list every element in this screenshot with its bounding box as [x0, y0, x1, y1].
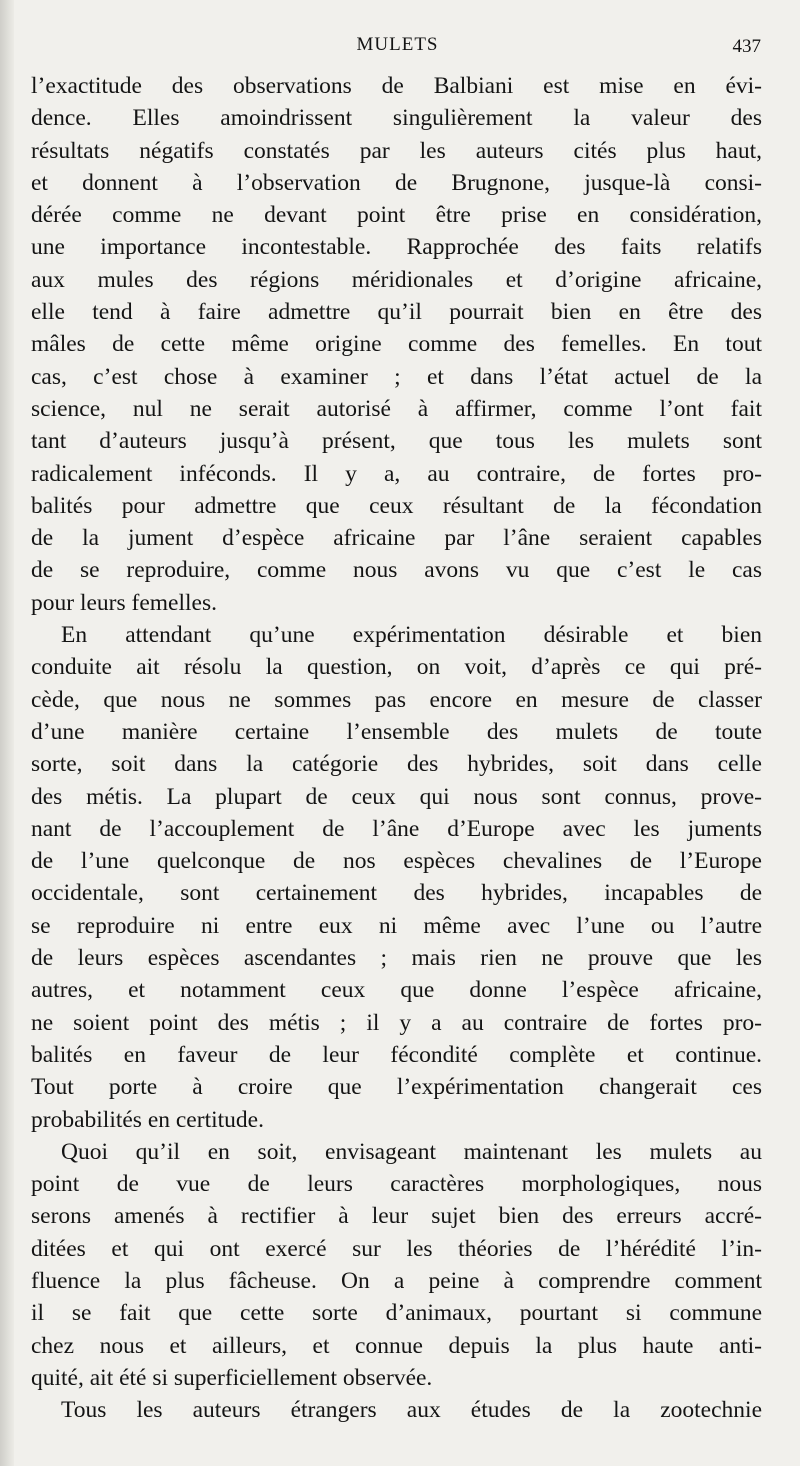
text-line: il se fait que cette sorte d’animaux, pourtant si commune — [31, 1300, 762, 1327]
page-number: 437 — [732, 36, 761, 57]
running-title: MULETS — [356, 34, 439, 55]
text-line: chez nous et ailleurs, et connue depuis la plus haute anti- — [31, 1332, 762, 1359]
text-line: elle tend à faire admettre qu’il pourrait bien en être des — [31, 299, 762, 326]
text-line: d’une manière certaine l’ensemble des mulets de toute — [31, 718, 762, 745]
text-line: de leurs espèces ascendantes ; mais rien ne prouve que les — [31, 945, 762, 972]
text-line: conduite ait résolu la question, on voit, d’après ce qui pré- — [31, 654, 762, 681]
text-line: point de vue de leurs caractères morphologiques, nous — [31, 1171, 762, 1198]
text-line: fluence la plus fâcheuse. On a peine à comprendre comment — [31, 1267, 762, 1294]
text-line: des métis. La plupart de ceux qui nous sont connus, prove- — [31, 783, 762, 810]
text-line: Quoi qu’il en soit, envisageant maintenant les mulets au — [61, 1138, 762, 1165]
running-head — [30, 34, 765, 64]
text-line: balités en faveur de leur fécondité complète et continue. — [31, 1041, 762, 1068]
text-line: mâles de cette même origine comme des femelles. En tout — [31, 331, 762, 358]
text-line: aux mules des régions méridionales et d’origine africaine, — [31, 266, 762, 293]
text-line: pour leurs femelles. — [31, 589, 217, 616]
text-line: de se reproduire, comme nous avons vu que c’est le cas — [31, 557, 762, 584]
text-line: sorte, soit dans la catégorie des hybrides, soit dans celle — [31, 751, 762, 778]
text-line: se reproduire ni entre eux ni même avec l’une ou l’autre — [31, 912, 762, 939]
body-text — [31, 70, 762, 1426]
text-line: Tout porte à croire que l’expérimentation changerait ces — [31, 1074, 762, 1101]
text-line: nant de l’accouplement de l’âne d’Europe avec les juments — [31, 815, 762, 842]
text-line: dérée comme ne devant point être prise en considération, — [31, 202, 762, 229]
text-line: En attendant qu’une expérimentation désirable et bien — [61, 622, 762, 649]
text-line: occidentale, sont certainement des hybrides, incapables de — [31, 880, 762, 907]
text-line: ditées et qui ont exercé sur les théories de l’hérédité l’in- — [31, 1235, 762, 1262]
text-line: l’exactitude des observations de Balbiani est mise en évi- — [31, 73, 762, 99]
text-line: résultats négatifs constatés par les auteurs cités plus haut, — [31, 137, 762, 164]
text-line: une importance incontestable. Rapprochée des faits relatifs — [31, 234, 762, 261]
text-line: serons amenés à rectifier à leur sujet bien des erreurs accré- — [31, 1203, 762, 1230]
text-line: probabilités en certitude. — [31, 1106, 264, 1133]
text-line: balités pour admettre que ceux résultant de la fécondation — [31, 492, 762, 519]
text-line: cède, que nous ne sommes pas encore en mesure de classer — [31, 686, 762, 713]
text-line: de l’une quelconque de nos espèces chevalines de l’Europe — [31, 848, 762, 875]
text-line: Tous les auteurs étrangers aux études de la zootechnie — [61, 1397, 762, 1424]
text-line: de la jument d’espèce africaine par l’âne seraient capables — [31, 525, 762, 552]
text-line: cas, c’est chose à examiner ; et dans l’état actuel de la — [31, 363, 762, 390]
text-line: autres, et notamment ceux que donne l’espèce africaine, — [31, 977, 762, 1004]
text-line: quité, ait été si superficiellement observée. — [31, 1364, 433, 1391]
text-line: science, nul ne serait autorisé à affirmer, comme l’ont fait — [31, 395, 762, 422]
text-line: ne soient point des métis ; il y a au contraire de fortes pro- — [31, 1009, 762, 1036]
text-line: et donnent à l’observation de Brugnone, jusque-là consi- — [31, 169, 762, 196]
text-line: radicalement inféconds. Il y a, au contraire, de fortes pro- — [31, 460, 762, 487]
text-line: dence. Elles amoindrissent singulièrement la valeur des — [31, 105, 762, 132]
text-line: tant d’auteurs jusqu’à présent, que tous les mulets sont — [31, 428, 762, 455]
